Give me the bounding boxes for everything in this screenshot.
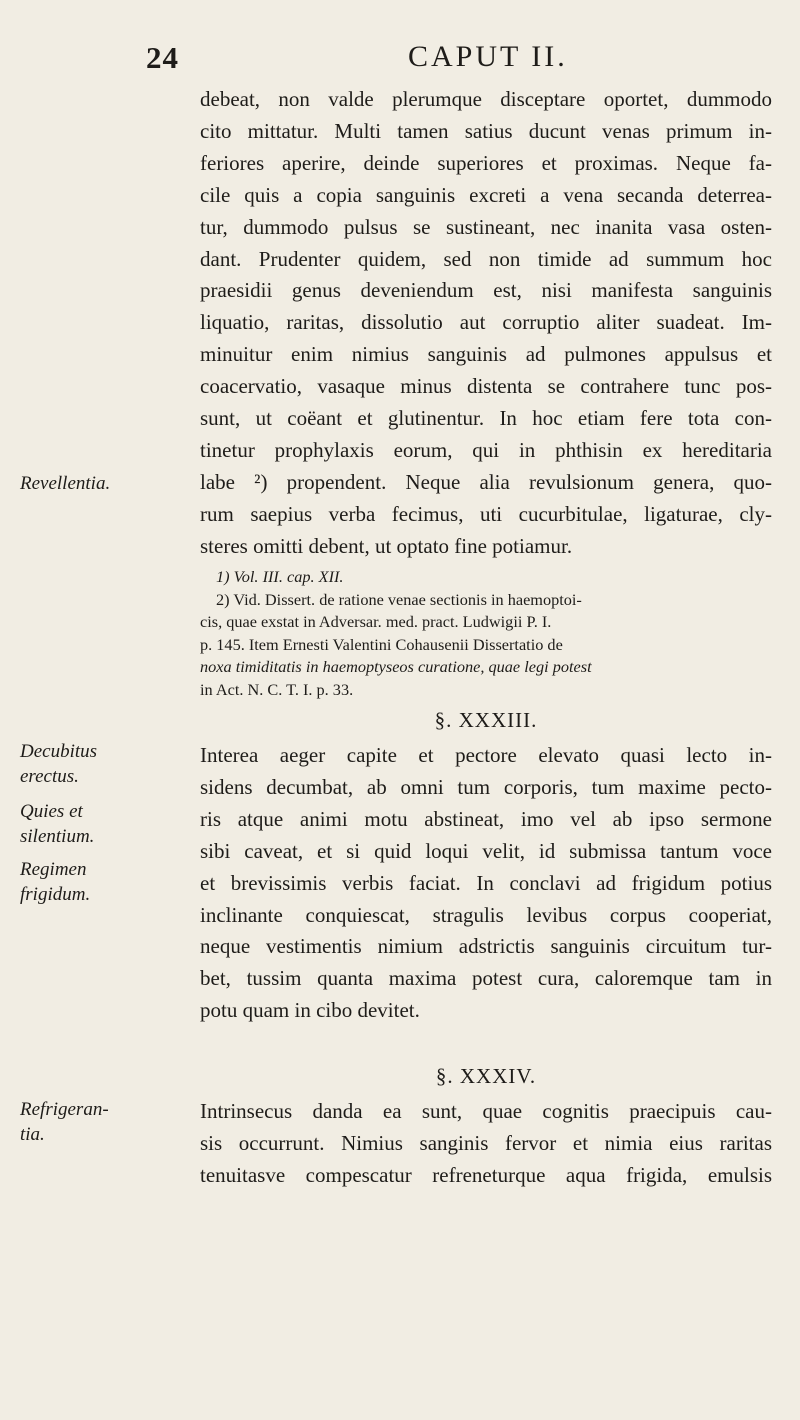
margin-note-line: frigidum. xyxy=(20,883,91,905)
footnotes xyxy=(200,566,772,701)
text-line: bet, tussim quanta maxima potest cura, caloremque tam in xyxy=(200,966,772,991)
footnote-2-line: p. 145. Item Ernesti Valentini Cohausenii Dissertatio de xyxy=(200,634,563,654)
text-line: dant. Prudenter quidem, sed non timide ad summum hoc xyxy=(200,246,772,271)
footnote-2-line: noxa timiditatis in haemoptyseos curatione, quae legi potest xyxy=(200,657,592,676)
text-line: Interea aeger capite et pectore elevato quasi lecto in- xyxy=(200,743,772,767)
margin-note-line: tia. xyxy=(20,1123,45,1145)
text-line: praesidii genus deveniendum est, nisi manifesta sanguinis xyxy=(200,278,772,303)
text-line: Intrinsecus danda ea sunt, quae cognitis praecipuis cau- xyxy=(200,1099,772,1123)
running-head: CAPUT II. xyxy=(408,40,568,73)
text-line: coacervatio, vasaque minus distenta se contrahere tunc pos- xyxy=(200,374,772,399)
margin-note-refrigerantia xyxy=(20,1098,185,1147)
footnote-2-line: cis, quae exstat in Adversar. med. pract. Ludwigii P. I. xyxy=(200,612,552,631)
text-line: ris atque animi motu abstineat, imo vel ab ipso sermone xyxy=(200,806,772,831)
text-line: neque vestimentis nimium adstrictis sanguinis circuitum tur- xyxy=(200,934,772,959)
text-line: tur, dummodo pulsus se sustineant, nec inanita vasa osten- xyxy=(200,214,772,239)
text-line: tenuitasve compescatur refreneturque aqua frigida, emulsis xyxy=(200,1162,772,1187)
margin-note-line: Decubitus xyxy=(20,741,98,762)
margin-note-line: Revellentia. xyxy=(20,473,111,494)
text-line: inclinante conquiescat, stragulis levibus corpus cooperiat, xyxy=(200,902,772,927)
text-line: steres omitti debent, ut optato fine potiamur. xyxy=(200,533,573,558)
margin-note-line: Quies et xyxy=(20,801,83,822)
section-33-body xyxy=(200,740,772,1027)
margin-note-quies xyxy=(20,800,185,849)
text-line: cile quis a copia sanguinis excreti a vena secanda deterrea- xyxy=(200,182,772,207)
paragraph-main xyxy=(200,84,772,563)
text-line: sunt, ut coëant et glutinentur. In hoc etiam fere tota con- xyxy=(200,406,772,431)
margin-note-decubitus xyxy=(20,740,185,789)
margin-note-line: erectus. xyxy=(20,765,79,787)
margin-note-line: Refrigeran- xyxy=(20,1099,109,1120)
footnote-1: 1) Vol. III. cap. XII. xyxy=(216,567,344,586)
section-heading: §. XXXIII. xyxy=(434,708,538,732)
text-line: labe ²) propendent. Neque alia revulsionum genera, quo- xyxy=(200,469,772,494)
margin-note-regimen xyxy=(20,858,185,907)
text-line: sidens decumbat, ab omni tum corporis, tum maxime pecto- xyxy=(200,774,772,799)
margin-note-line: Regimen xyxy=(20,859,87,880)
text-line: tinetur prophylaxis eorum, qui in phthisin ex hereditaria xyxy=(200,437,772,462)
text-line: debeat, non valde plerumque disceptare oportet, dummodo xyxy=(200,87,772,111)
text-line: cito mittatur. Multi tamen satius ducunt venas primum in- xyxy=(200,118,772,143)
margin-note-line: silentium. xyxy=(20,825,95,847)
text-line: liquatio, raritas, dissolutio aut corruptio aliter suadeat. Im- xyxy=(200,310,772,335)
text-line: et brevissimis verbis faciat. In conclavi ad frigidum potius xyxy=(200,870,772,895)
section-heading: §. XXXIV. xyxy=(435,1064,537,1088)
page-header xyxy=(0,40,800,80)
text-line: feriores aperire, deinde superiores et proximas. Neque fa- xyxy=(200,150,772,175)
section-34-body xyxy=(200,1096,772,1192)
text-line: sibi caveat, et si quid loqui velit, id submissa tantum voce xyxy=(200,838,772,863)
text-line: potu quam in cibo devitet. xyxy=(200,998,420,1023)
page-number: 24 xyxy=(146,40,179,75)
text-line: minuitur enim nimius sanguinis ad pulmones appulsus et xyxy=(200,342,772,367)
text-line: rum saepius verba fecimus, uti cucurbitulae, ligaturae, cly- xyxy=(200,501,772,526)
footnote-2-line: in Act. N. C. T. I. p. 33. xyxy=(200,679,354,699)
footnote-2-line: 2) Vid. Dissert. de ratione venae sectionis in haemoptoi- xyxy=(216,589,582,609)
margin-note-revellentia xyxy=(20,472,185,497)
text-line: sis occurrunt. Nimius sanginis fervor et nimia eius raritas xyxy=(200,1130,772,1155)
